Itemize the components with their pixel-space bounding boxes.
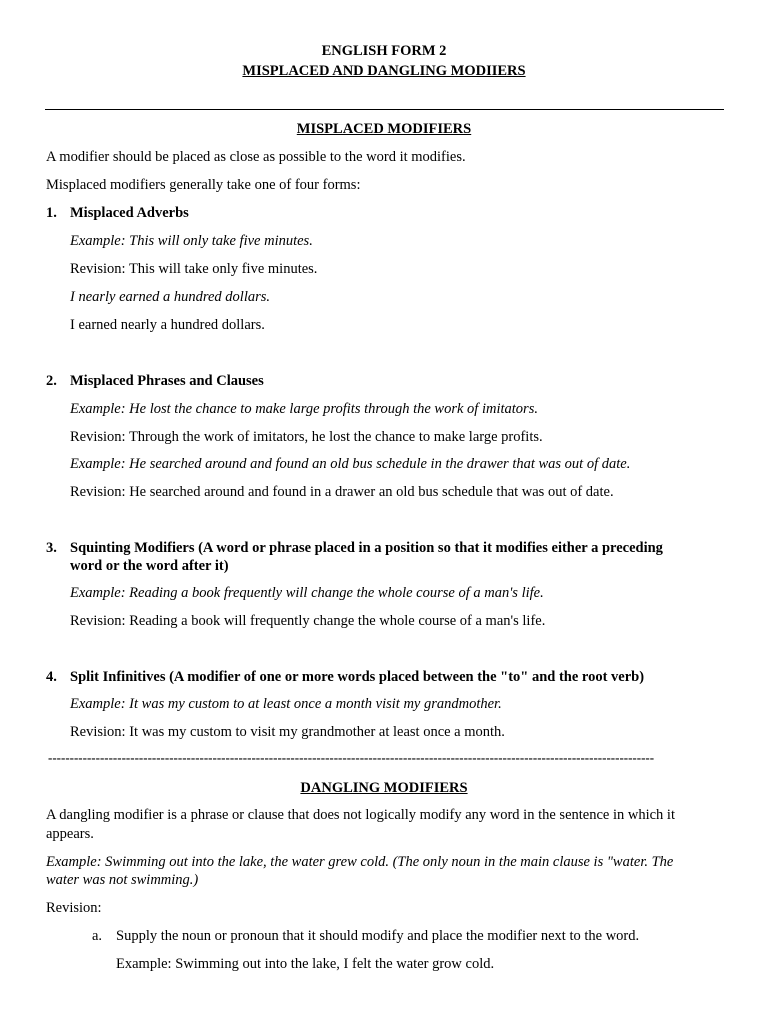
dangling-example-line-1: Example: Swimming out into the lake, the water grew cold. (The only noun in the main clause is "water. The	[46, 854, 674, 870]
item-3-number: 3.	[46, 540, 57, 556]
item-2-example-1: Example: He lost the chance to make large profits through the work of imitators.	[70, 401, 538, 417]
item-1-revision-2: I earned nearly a hundred dollars.	[70, 317, 265, 333]
item-2-number: 2.	[46, 373, 57, 389]
item-3-example-1: Example: Reading a book frequently will change the whole course of a man's life.	[70, 585, 544, 601]
item-1-example-1: Example: This will only take five minutes.	[70, 233, 313, 249]
item-2-example-2: Example: He searched around and found an old bus schedule in the drawer that was out of date.	[70, 456, 631, 472]
item-1-revision-1: Revision: This will take only five minutes.	[70, 261, 318, 277]
sub-item-a-example: Example: Swimming out into the lake, I felt the water grow cold.	[116, 956, 495, 972]
document-title: MISPLACED AND DANGLING MODIIERS	[242, 63, 526, 79]
sub-item-a-text: Supply the noun or pronoun that it should modify and place the modifier next to the word.	[116, 928, 640, 944]
item-1-number: 1.	[46, 205, 57, 221]
dangling-example-line-2: water was not swimming.)	[46, 872, 199, 888]
sub-item-a-letter: a.	[92, 928, 103, 944]
item-3-title-line-2: word or the word after it)	[70, 558, 229, 574]
item-1-title: Misplaced Adverbs	[70, 205, 189, 221]
header-divider	[45, 109, 724, 110]
item-4-revision-1: Revision: It was my custom to visit my grandmother at least once a month.	[70, 724, 505, 740]
misplaced-intro-2: Misplaced modifiers generally take one of four forms:	[46, 177, 361, 193]
misplaced-heading: MISPLACED MODIFIERS	[296, 121, 472, 137]
item-2-revision-1: Revision: Through the work of imitators, he lost the chance to make large profits.	[70, 429, 543, 445]
dangling-definition-line-2: appears.	[46, 826, 94, 842]
item-4-example-1: Example: It was my custom to at least once a month visit my grandmother.	[70, 696, 502, 712]
item-2-title: Misplaced Phrases and Clauses	[70, 373, 264, 389]
misplaced-intro-1: A modifier should be placed as close as possible to the word it modifies.	[46, 149, 466, 165]
item-1-example-2: I nearly earned a hundred dollars.	[70, 289, 271, 305]
item-4-number: 4.	[46, 669, 57, 685]
document-subject: ENGLISH FORM 2	[321, 43, 447, 59]
item-3-title-line-1: Squinting Modifiers (A word or phrase placed in a position so that it modifies either a preceding	[70, 540, 663, 556]
dangling-heading: DANGLING MODIFIERS	[300, 780, 468, 796]
section-separator: --------------------------------------------------------------------------------------------------------------------------------------------	[48, 750, 655, 765]
item-2-revision-2: Revision: He searched around and found in a drawer an old bus schedule that was out of date.	[70, 484, 614, 500]
item-4-title: Split Infinitives (A modifier of one or more words placed between the "to" and the root verb)	[70, 669, 645, 685]
item-3-revision-1: Revision: Reading a book will frequently change the whole course of a man's life.	[70, 613, 546, 629]
dangling-revision-label: Revision:	[46, 900, 102, 916]
dangling-definition-line-1: A dangling modifier is a phrase or clause that does not logically modify any word in the sentence in which it	[46, 807, 675, 823]
